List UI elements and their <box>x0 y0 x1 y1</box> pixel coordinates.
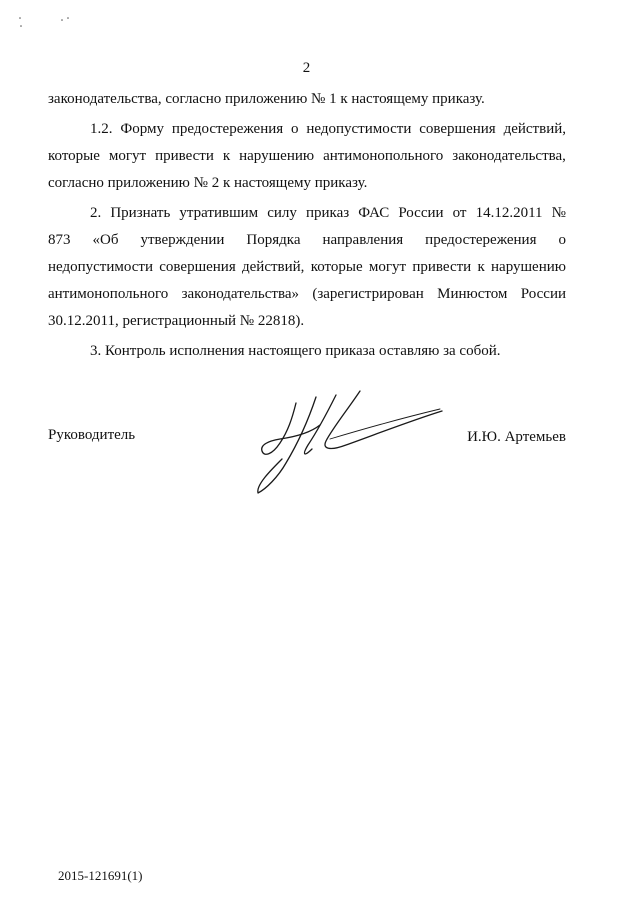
scan-artifact-marks <box>14 14 74 34</box>
word: нарушению <box>239 148 315 164</box>
word: которые <box>48 148 100 164</box>
word: ФАС <box>358 205 390 221</box>
text-line <box>48 143 566 170</box>
word: Форму <box>120 121 164 137</box>
text-line: 30.12.2011, регистрационный № 22818). <box>48 313 305 329</box>
word: которые <box>310 259 363 275</box>
word: предостережения <box>425 232 537 248</box>
text-line: согласно приложению № 2 к настоящему приказу. <box>48 175 368 191</box>
paragraph-continuation <box>48 86 566 113</box>
word: могут <box>108 148 147 164</box>
word: предостережения <box>171 121 284 137</box>
word: 1.2. <box>90 121 113 137</box>
word: действий, <box>503 121 566 137</box>
document-body <box>48 86 566 365</box>
word: нарушению <box>491 259 566 275</box>
document-code: 2015-121691(1) <box>58 868 143 883</box>
word: силу <box>267 205 297 221</box>
word: к <box>477 259 485 275</box>
word: утверждении <box>140 232 225 248</box>
text-line <box>48 254 566 281</box>
word: антимонопольного <box>323 148 444 164</box>
word: законодательства, <box>452 148 566 164</box>
word: утратившим <box>179 205 259 221</box>
word: привести <box>155 148 214 164</box>
word: 14.12.2011 <box>475 205 543 221</box>
page-number: 2 <box>302 60 311 76</box>
text-line: законодательства, согласно приложению № 1 к настоящему приказу. <box>48 91 485 107</box>
signatory-title: Руководитель <box>48 427 136 443</box>
word: к <box>222 148 231 164</box>
word: законодательства» <box>181 286 299 302</box>
word: Признать <box>110 205 171 221</box>
handwritten-signature <box>250 385 450 500</box>
word: (зарегистрирован <box>312 286 424 302</box>
word: о <box>291 121 299 137</box>
word: антимонопольного <box>48 286 169 302</box>
text-line <box>48 116 566 143</box>
text-line <box>48 227 566 254</box>
word: «Об <box>92 232 119 248</box>
word: России <box>398 205 444 221</box>
word: недопустимости <box>48 259 153 275</box>
word: № <box>551 205 566 221</box>
word: совершения <box>159 259 236 275</box>
word: могут <box>368 259 407 275</box>
word: Порядка <box>246 232 301 248</box>
text-line: 3. Контроль исполнения настоящего приказа оставляю за собой. <box>90 343 501 359</box>
word: действий, <box>242 259 305 275</box>
paragraph-2 <box>48 200 566 335</box>
word: 873 <box>48 232 71 248</box>
signatory-name: И.Ю. Артемьев <box>467 429 566 445</box>
word: о <box>558 232 566 248</box>
word: направления <box>322 232 404 248</box>
paragraph-1-2 <box>48 116 566 197</box>
word: Минюстом <box>437 286 508 302</box>
paragraph-3 <box>48 338 566 365</box>
word: 2. <box>90 205 102 221</box>
word: России <box>520 286 566 302</box>
word: приказ <box>305 205 350 221</box>
word: привести <box>412 259 472 275</box>
word: совершения <box>419 121 496 137</box>
word: недопустимости <box>306 121 412 137</box>
text-line <box>48 200 566 227</box>
word: от <box>452 205 467 221</box>
text-line <box>48 281 566 308</box>
